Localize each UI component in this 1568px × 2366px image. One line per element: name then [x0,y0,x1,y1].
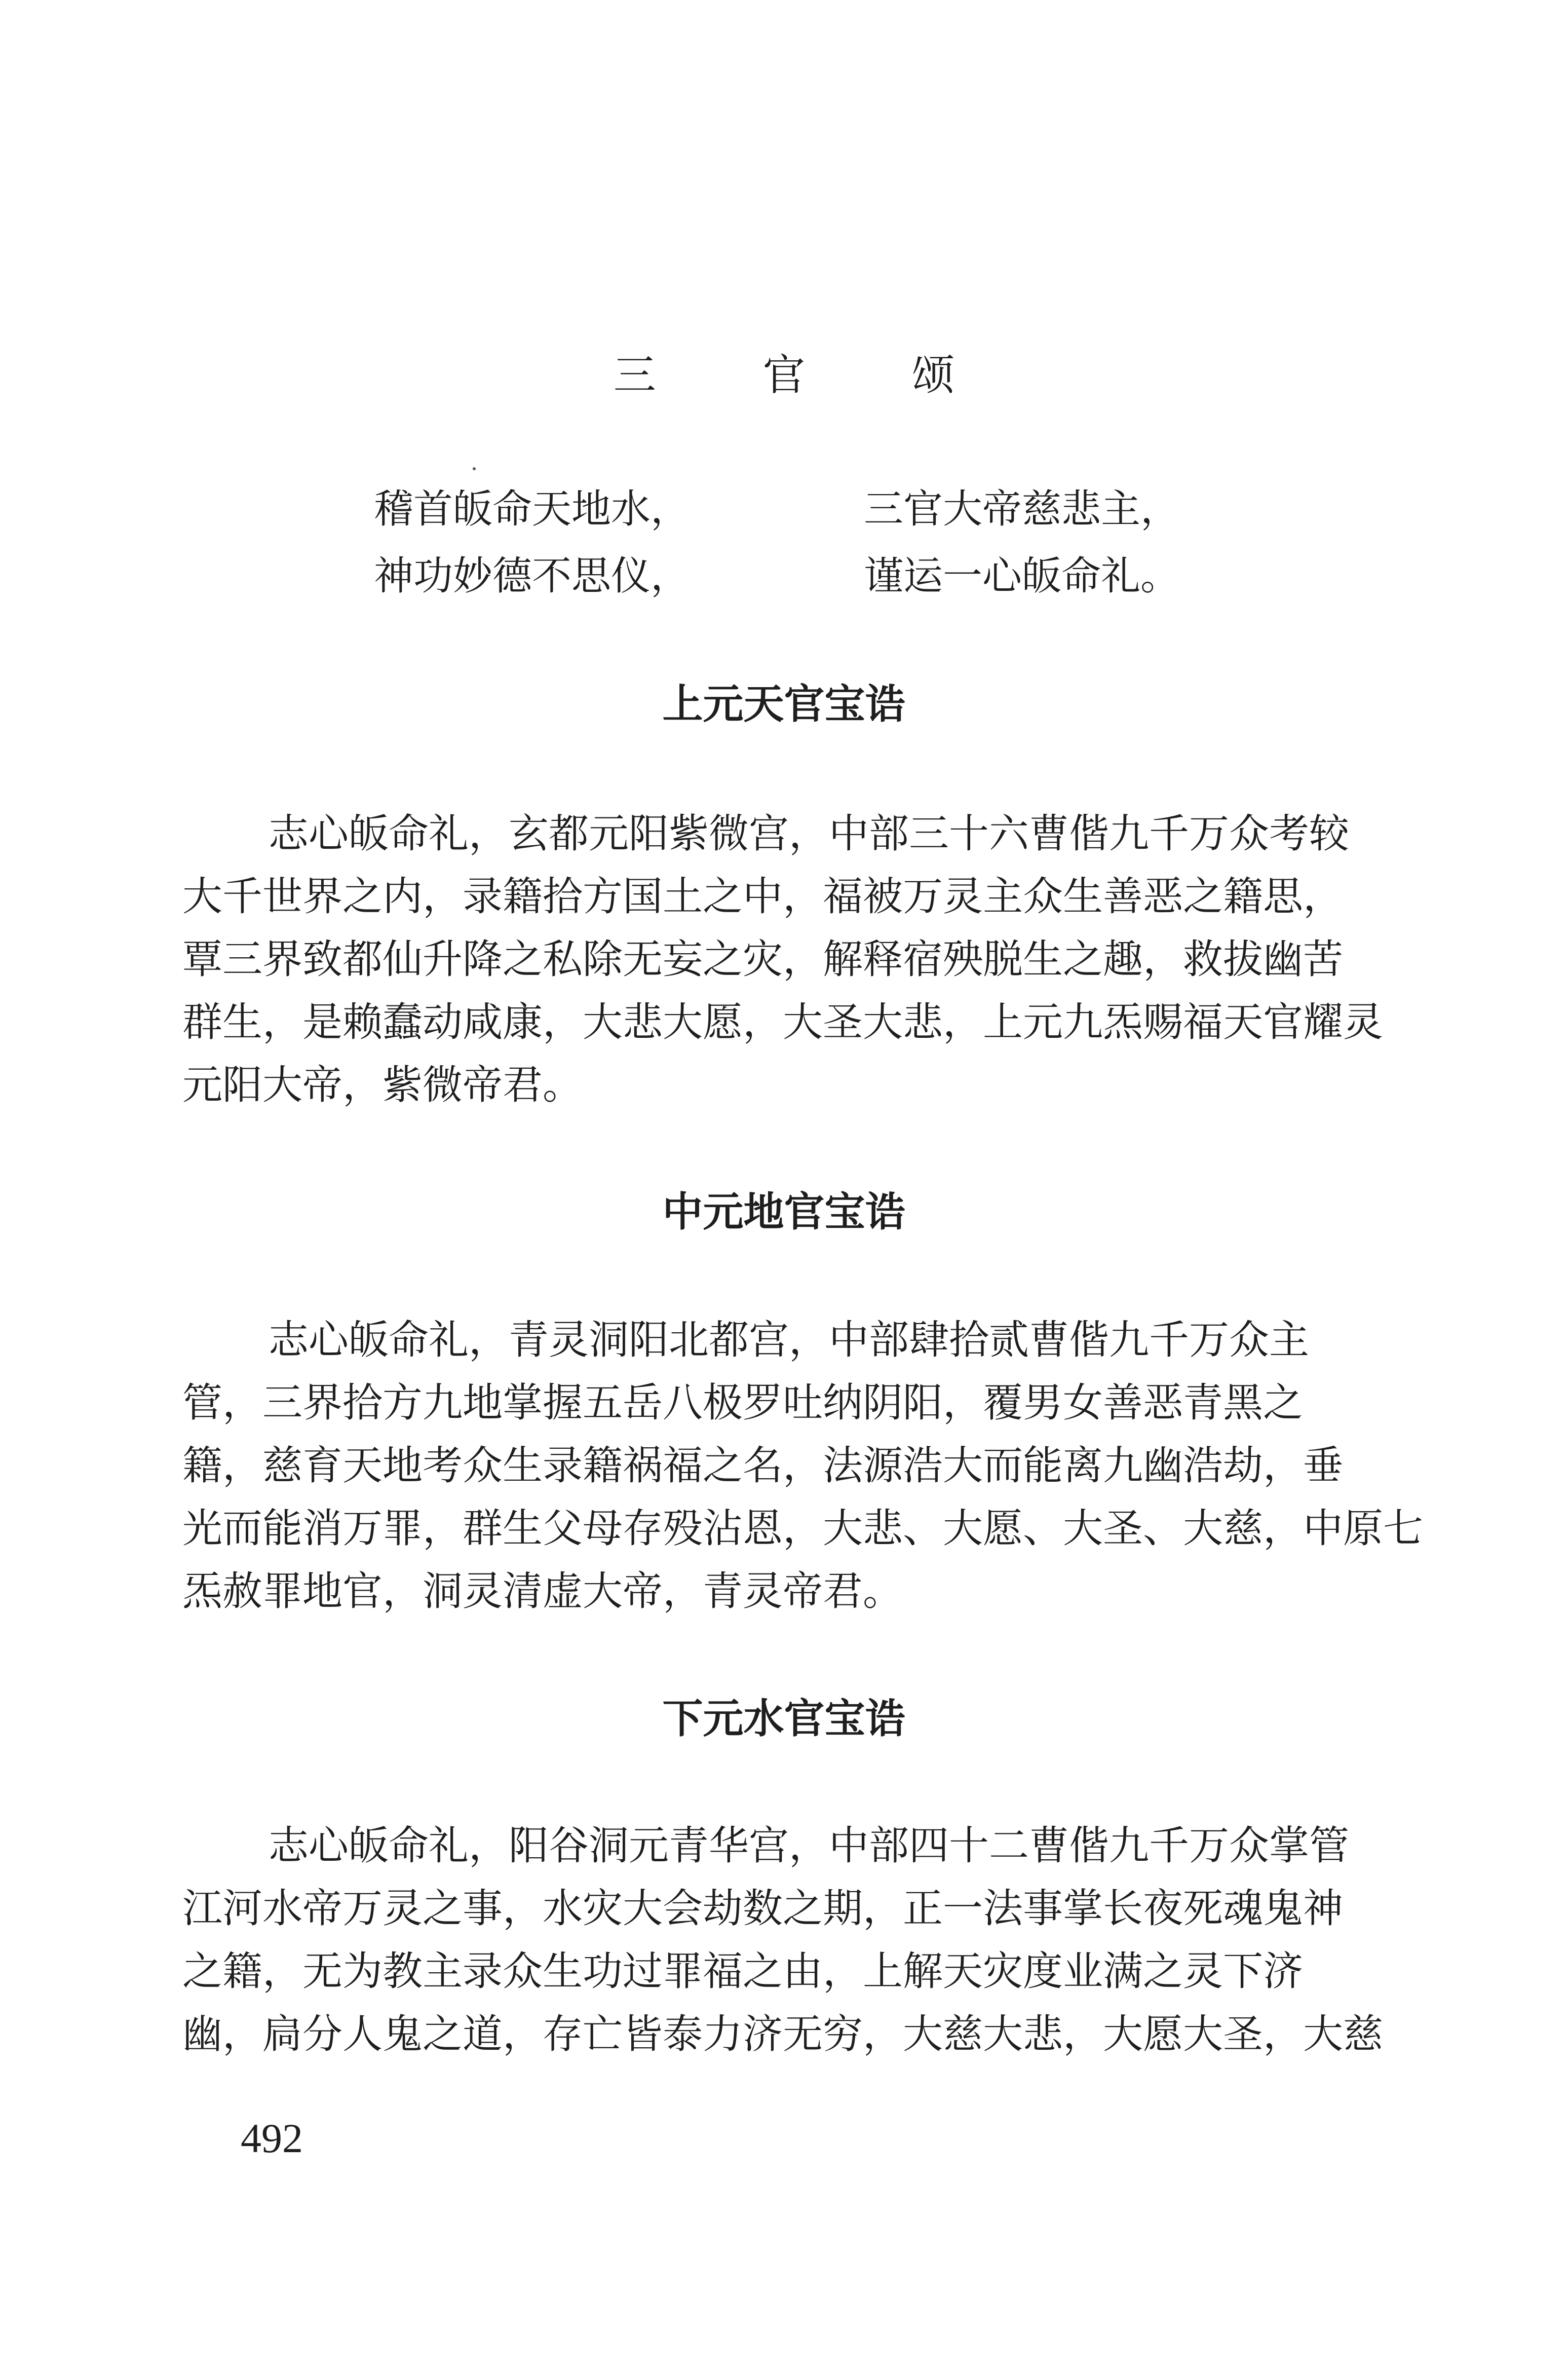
section-title-zhongyuan: 中元地官宝诰 [662,1188,906,1235]
verse-line-2: 三官大帝慈悲主， [864,486,1180,532]
ink-speck [473,467,476,470]
paragraph-line: 幽，扃分人鬼之道，存亡皆泰力济无穷，大慈大悲，大愿大圣，大慈 [182,2011,1383,2057]
paragraph-line: 群生，是赖蠢动咸康，大悲大愿，大圣大悲，上元九炁赐福天官耀灵 [182,999,1383,1045]
paragraph-line: 之籍，无为教主录众生功过罪福之由，上解天灾度业满之灵下济 [182,1948,1303,1995]
section-title-xiayuan: 下元水官宝诰 [662,1695,906,1742]
page-number: 492 [241,2115,303,2161]
paragraph-line: 志心皈命礼，玄都元阳紫微宫，中部三十六曹偕九千万众考较 [269,810,1349,857]
section-title-shangyuan: 上元天官宝诰 [662,681,906,728]
paragraph-line: 志心皈命礼，阳谷洞元青华宫，中部四十二曹偕九千万众掌管 [269,1822,1349,1869]
paragraph-line: 管，三界拾方九地掌握五岳八极罗吐纳阴阳，覆男女善恶青黑之 [182,1379,1303,1426]
verse-line-3: 神功妙德不思仪， [374,553,691,599]
paragraph-line: 志心皈命礼，青灵洞阳北都宫，中部肆拾贰曹偕九千万众主 [269,1317,1309,1363]
paragraph-line: 光而能消万罪，群生父母存殁沾恩，大悲、大愿、大圣、大慈，中原七 [182,1505,1423,1552]
paragraph-line: 籍，慈育天地考众生录籍祸福之名，法源浩大而能离九幽浩劫，垂 [182,1442,1343,1489]
paragraph-line: 元阳大帝，紫微帝君。 [182,1062,583,1108]
paragraph-line: 江河水帝万灵之事，水灾大会劫数之期，正一法事掌长夜死魂鬼神 [182,1885,1343,1932]
verse-line-1: 稽首皈命天地水， [374,486,691,532]
paragraph-line: 炁赦罪地官，洞灵清虚大帝，青灵帝君。 [182,1568,903,1614]
verse-line-4: 谨运一心皈命礼。 [864,553,1180,599]
song-title: 三 官 颂 [613,350,1002,400]
paragraph-line: 覃三界致都仙升降之私除无妄之灾，解释宿殃脱生之趣，救拔幽苦 [182,936,1343,983]
paragraph-line: 大千世界之内，录籍拾方国土之中，福被万灵主众生善恶之籍思， [182,873,1343,920]
